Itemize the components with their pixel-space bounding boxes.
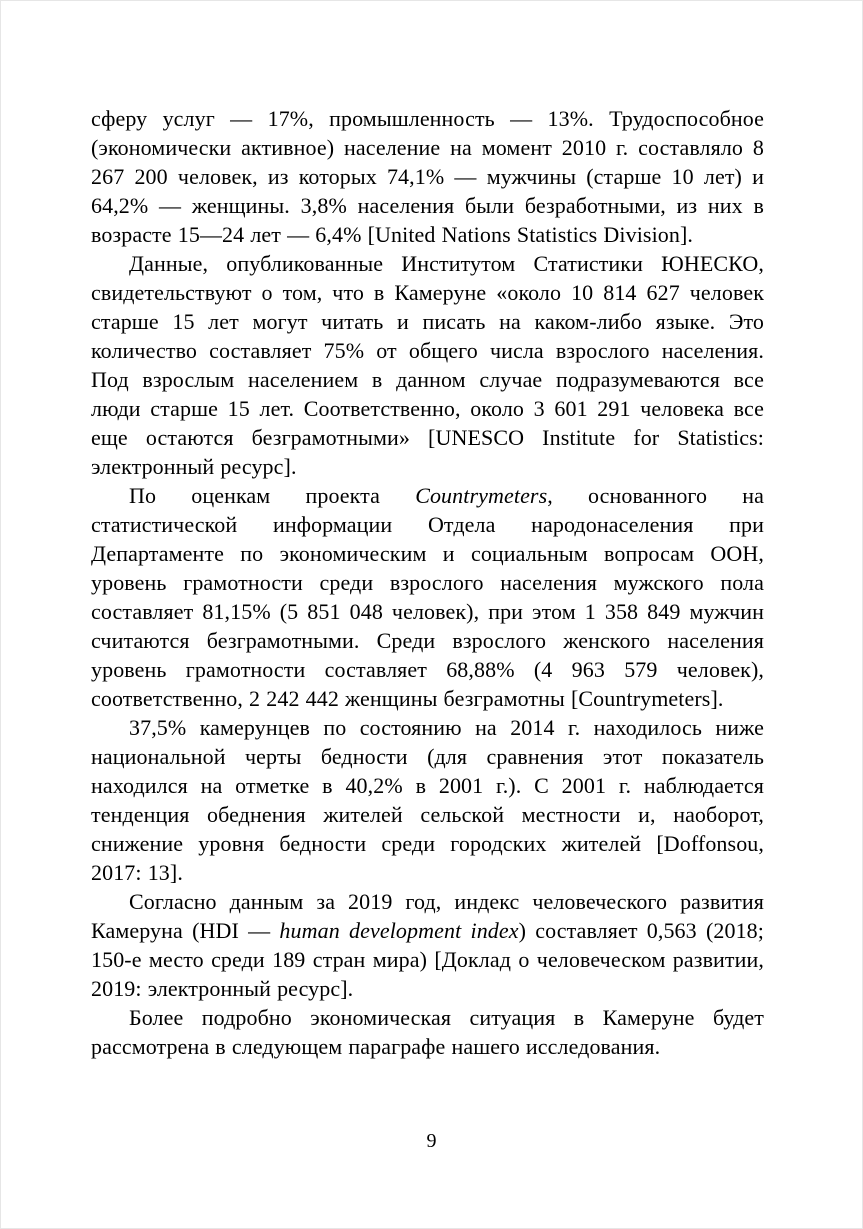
paragraph-text: По оценкам проекта <box>129 483 416 508</box>
paragraph-text: Согласно данным за 2019 год, индекс человеческого развития Камеруна (HDI — <box>91 889 764 943</box>
paragraph <box>91 1003 764 1061</box>
paragraph <box>91 481 764 713</box>
paragraph-text-italic: Countrymeters <box>415 483 548 508</box>
paragraph <box>91 104 764 249</box>
paragraph-text: сферу услуг — 17%, промышленность — 13%. Трудоспособное (экономически активное) население на момент 2010 г. составляло 8 267 200 человек, из которых 74,1% — мужчины (старше 10 лет) и 64,2% — женщины. 3,8% населения были безработными, из них в возрасте 15—24 лет — 6,4% [United Nations Statistics Division]. <box>91 106 764 247</box>
page-footer <box>1 1129 862 1153</box>
text-block <box>91 104 764 1061</box>
paragraph-text: ) составляет 0,563 (2018; 150-е место среди 189 стран мира) [Доклад о человеческом развитии, 2019: электронный ресурс]. <box>91 918 764 1001</box>
paragraph <box>91 713 764 887</box>
paragraph-text: , основанного на статистической информации Отдела народонаселения при Департаменте по экономическим и социальным вопросам ООН, уровень грамотности среди взрослого населения мужского пола составляет 81,15% (5 851 048 человек), при этом 1 358 849 мужчин считаются безграмотными. Среди взрослого женского населения уровень грамотности составляет 68,88% (4 963 579 человек), соответственно, 2 242 442 женщины безграмотны [Countrymeters]. <box>91 483 764 711</box>
paragraph-text-italic: human development index <box>279 918 519 943</box>
paragraph-text: Более подробно экономическая ситуация в Камеруне будет рассмотрена в следующем параграфе нашего исследования. <box>91 1005 764 1059</box>
paragraph <box>91 887 764 1003</box>
paragraph-text: Данные, опубликованные Институтом Статистики ЮНЕСКО, свидетельствуют о том, что в Камеруне «около 10 814 627 человек старше 15 лет могут читать и писать на каком-либо языке. Это количество составляет 75% от общего числа взрослого населения. Под взрослым населением в данном случае подразумеваются все люди старше 15 лет. Соответственно, около 3 601 291 человека все еще остаются безграмотными» [UNESCO Institute for Statistics: электронный ресурс]. <box>91 251 764 479</box>
paragraph-text: 37,5% камерунцев по состоянию на 2014 г. находилось ниже национальной черты бедности (для сравнения этот показатель находился на отметке в 40,2% в 2001 г.). С 2001 г. наблюдается тенденция обеднения жителей сельской местности и, наоборот, снижение уровня бедности среди городских жителей [Doffonsou, 2017: 13]. <box>91 715 764 885</box>
paragraph <box>91 249 764 481</box>
page-number: 9 <box>426 1130 437 1152</box>
